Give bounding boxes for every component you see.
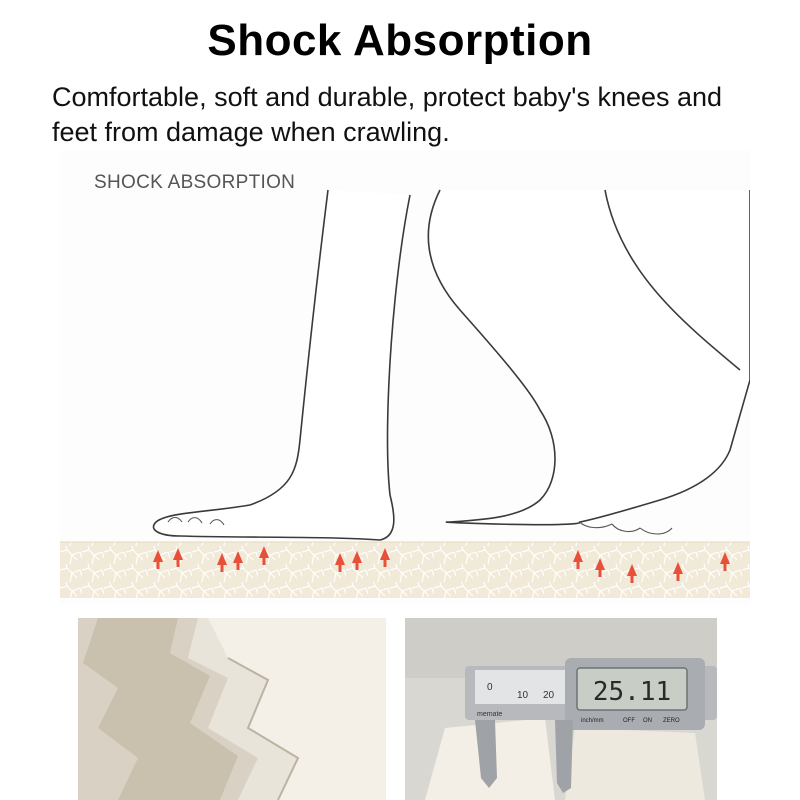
product-description: Comfortable, soft and durable, protect baby's knees and feet from damage when crawling.: [52, 82, 723, 147]
caliper-measurement-photo: [405, 618, 717, 800]
caliper-display: 25.11: [592, 677, 672, 707]
scale-tick-20: 20: [543, 690, 555, 701]
scale-tick-10: 10: [517, 690, 529, 701]
page-title: Shock Absorption: [207, 16, 593, 65]
foam-mat: [60, 542, 750, 598]
caliper-button-unit: inch/mm: [581, 718, 604, 724]
caliper-button-off: OFF: [623, 718, 635, 724]
feet-on-mat-drawing: [60, 150, 750, 605]
left-foot-outline: [153, 190, 410, 540]
illustration-label: SHOCK ABSORPTION: [94, 172, 296, 193]
caliper-button-zero: ZERO: [663, 718, 680, 724]
caliper-brand: memate: [477, 711, 503, 718]
shock-absorption-illustration: [60, 150, 750, 605]
foam-tile-edges-photo: [78, 618, 386, 800]
caliper-button-on: ON: [643, 718, 652, 724]
scale-tick-0: 0: [487, 682, 493, 693]
right-leg-outline: [428, 190, 750, 525]
